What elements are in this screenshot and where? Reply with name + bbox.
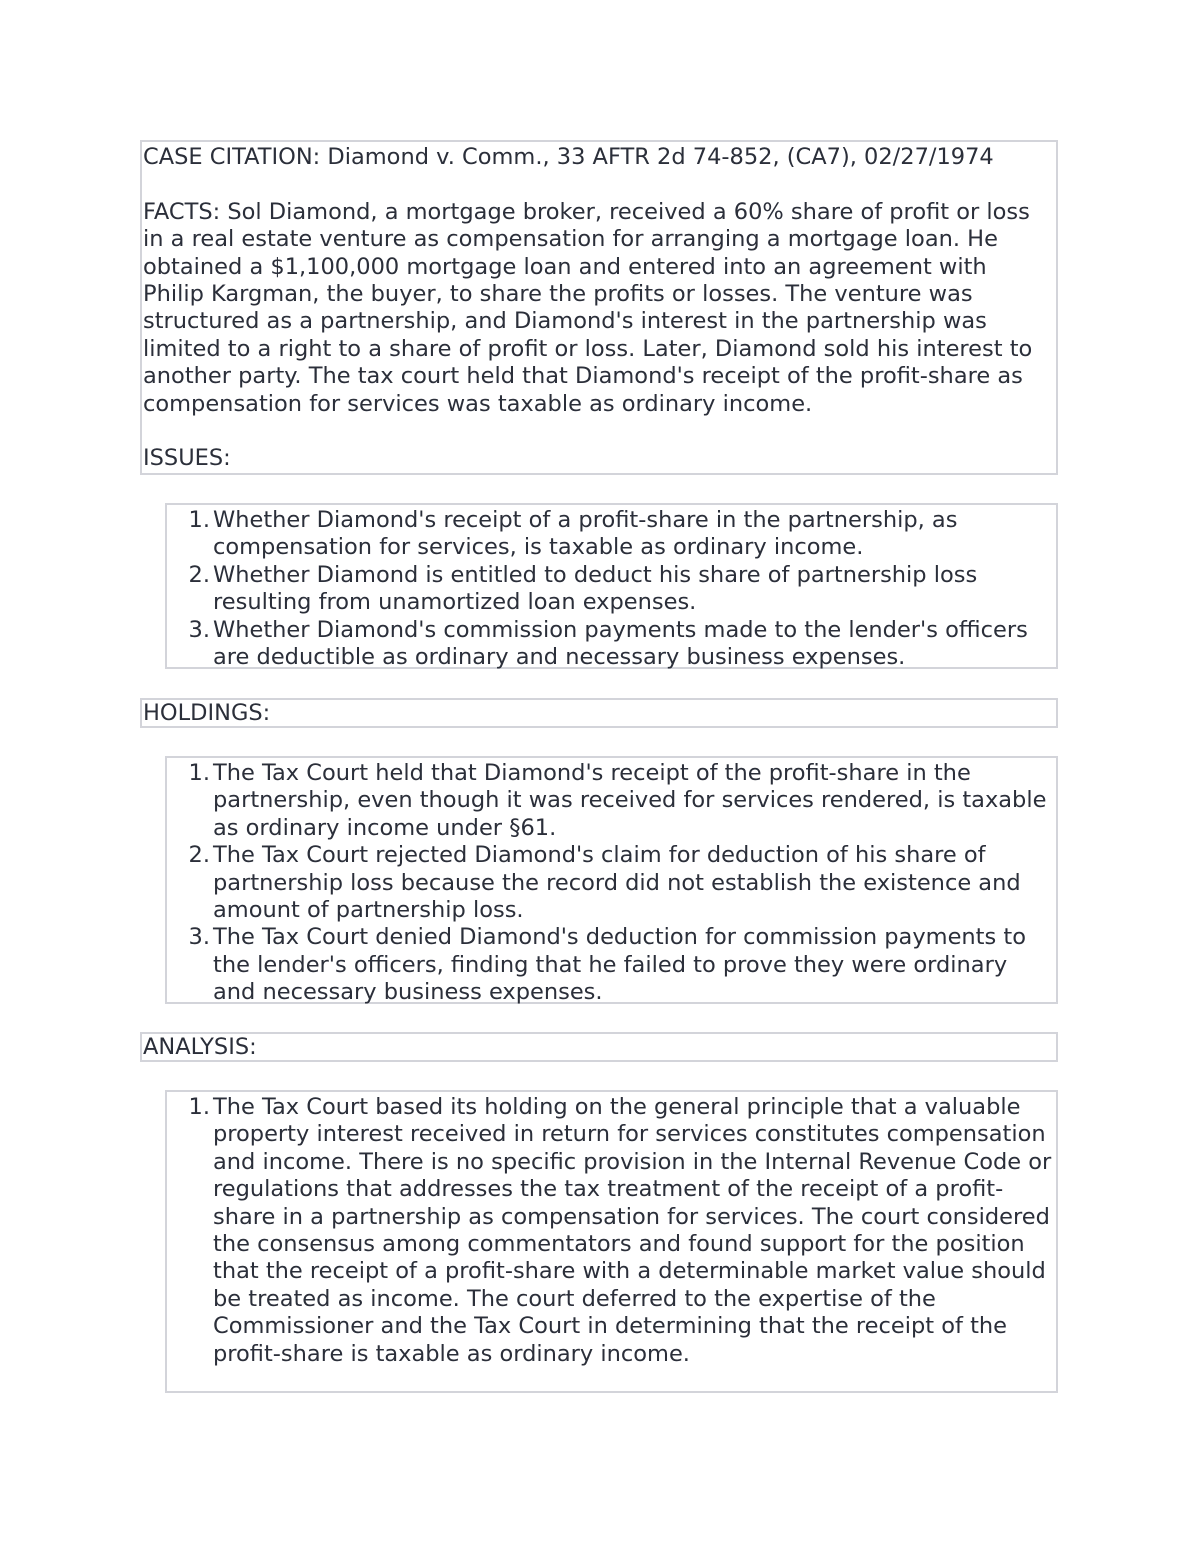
- list-item: [167, 562, 1056, 617]
- issue-text: Whether Diamond's receipt of a profit-share in the partnership, as compensation for services, is taxable as ordinary income.: [213, 507, 958, 561]
- list-number: 3.: [188, 924, 210, 951]
- list-item: [167, 842, 1056, 924]
- list-number: 1.: [188, 1094, 210, 1120]
- issue-text: Whether Diamond's commission payments made to the lender's officers are deductible as ordinary and necessary business expenses.: [213, 616, 1028, 671]
- list-item: [167, 924, 1056, 1006]
- spacer: [143, 418, 1054, 445]
- list-number: 2.: [188, 561, 210, 588]
- analysis-text: The Tax Court based its holding on the general principle that a valuable property interest received in return for services constitutes compensation and income. There is no specific provision in the Internal Revenue Code or regulations that addresses the tax treatment of the receipt of a profit-share in a partnership as compensation for services. The court considered the consensus among commentators and found support for the position that the receipt of a profit-share with a determinable market value should be treated as income. The court deferred to the expertise of the Commissioner and the Tax Court in determining that the receipt of the profit-share is taxable as ordinary income.: [213, 1094, 1052, 1367]
- holding-text: The Tax Court held that Diamond's receipt of the profit-share in the partnership, even though it was received for services rendered, is taxable as ordinary income under §61.: [213, 760, 1047, 841]
- analysis-heading-box: [140, 1032, 1058, 1062]
- holding-text: The Tax Court rejected Diamond's claim for deduction of his share of partnership loss because the record did not establish the existence and amount of partnership loss.: [213, 842, 1021, 924]
- list-item: [167, 617, 1056, 672]
- issues-list: [165, 503, 1058, 669]
- case-citation: CASE CITATION: Diamond v. Comm., 33 AFTR 2d 74-852, (CA7), 02/27/1974: [143, 144, 994, 170]
- list-number: 2.: [188, 842, 210, 869]
- list-number: 1.: [188, 507, 210, 533]
- list-item: [167, 760, 1056, 842]
- analysis-list: [165, 1090, 1058, 1393]
- holdings-heading: HOLDINGS:: [143, 700, 271, 726]
- issues-heading: ISSUES:: [143, 445, 231, 472]
- facts-paragraph: FACTS: Sol Diamond, a mortgage broker, received a 60% share of profit or loss in a real estate venture as compensation for arranging a mortgage loan. He obtained a $1,100,000 mortgage loan and entered into an agreement with Philip Kargman, the buyer, to share the profits or losses. The venture was structured as a partnership, and Diamond's interest in the partnership was limited to a right to a share of profit or loss. Later, Diamond sold his interest to another party. The tax court held that Diamond's receipt of the profit-share as compensation for services was taxable as ordinary income.: [143, 198, 1040, 417]
- holdings-heading-box: [140, 698, 1058, 728]
- holdings-list: [165, 756, 1058, 1004]
- case-summary-box: [140, 140, 1058, 475]
- list-item: [167, 1094, 1056, 1368]
- list-number: 1.: [188, 760, 210, 786]
- list-number: 3.: [188, 616, 210, 643]
- holding-text: The Tax Court denied Diamond's deduction for commission payments to the lender's officers, finding that he failed to prove they were ordinary and necessary business expenses.: [213, 924, 1026, 1006]
- issue-text: Whether Diamond is entitled to deduct his share of partnership loss resulting from unamortized loan expenses.: [213, 561, 978, 616]
- list-item: [167, 507, 1056, 562]
- analysis-heading: ANALYSIS:: [143, 1034, 257, 1060]
- spacer: [143, 171, 1054, 198]
